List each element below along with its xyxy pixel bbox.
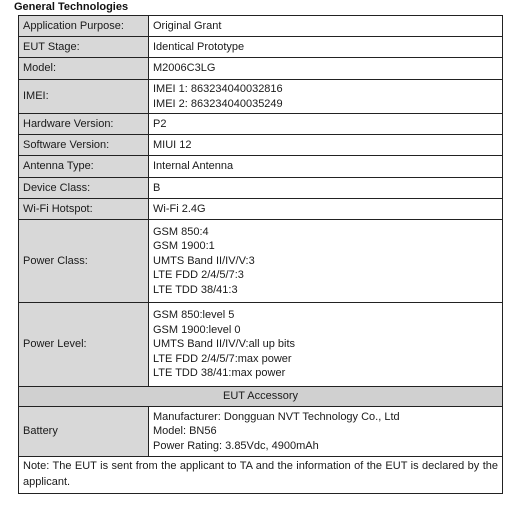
row-label-model: Model:	[19, 58, 149, 80]
row-value-imei: IMEI 1: 863234040032816 IMEI 2: 863234040035249	[149, 80, 503, 114]
table-row	[19, 220, 503, 303]
table-row	[19, 135, 503, 156]
eut-accessory-header: EUT Accessory	[19, 387, 503, 407]
row-label-hardware-version: Hardware Version:	[19, 114, 149, 135]
row-value-antenna-type: Internal Antenna	[149, 156, 503, 178]
table-row	[19, 407, 503, 457]
row-label-antenna-type: Antenna Type:	[19, 156, 149, 178]
row-value-application-purpose: Original Grant	[149, 16, 503, 37]
row-label-device-class: Device Class:	[19, 178, 149, 199]
row-value-model: M2006C3LG	[149, 58, 503, 80]
row-label-power-level: Power Level:	[19, 303, 149, 387]
table-row	[19, 303, 503, 387]
table-row	[19, 114, 503, 135]
row-label-application-purpose: Application Purpose:	[19, 16, 149, 37]
row-value-device-class: B	[149, 178, 503, 199]
row-label-wifi-hotspot: Wi-Fi Hotspot:	[19, 199, 149, 220]
row-label-imei: IMEI:	[19, 80, 149, 114]
row-value-eut-stage: Identical Prototype	[149, 37, 503, 58]
row-value-wifi-hotspot: Wi-Fi 2.4G	[149, 199, 503, 220]
row-label-battery: Battery	[19, 407, 149, 457]
table-row	[19, 156, 503, 178]
table-row	[19, 387, 503, 407]
table-row	[19, 178, 503, 199]
row-value-power-class: GSM 850:4 GSM 1900:1 UMTS Band II/IV/V:3 LTE FDD 2/4/5/7:3 LTE TDD 38/41:3	[149, 220, 503, 303]
row-label-eut-stage: EUT Stage:	[19, 37, 149, 58]
table-row	[19, 37, 503, 58]
row-label-software-version: Software Version:	[19, 135, 149, 156]
general-technologies-table	[18, 15, 503, 494]
table-row	[19, 80, 503, 114]
row-label-power-class: Power Class:	[19, 220, 149, 303]
note-text: Note: The EUT is sent from the applicant to TA and the information of the EUT is declared by the applicant.	[19, 457, 503, 494]
row-value-software-version: MIUI 12	[149, 135, 503, 156]
table-row	[19, 457, 503, 494]
table-row	[19, 16, 503, 37]
row-value-hardware-version: P2	[149, 114, 503, 135]
table-row	[19, 199, 503, 220]
table-row	[19, 58, 503, 80]
row-value-battery: Manufacturer: Dongguan NVT Technology Co., Ltd Model: BN56 Power Rating: 3.85Vdc, 4900mAh	[149, 407, 503, 457]
section-heading: General Technologies	[14, 1, 129, 13]
row-value-power-level: GSM 850:level 5 GSM 1900:level 0 UMTS Band II/IV/V:all up bits LTE FDD 2/4/5/7:max power LTE TDD 38/41:max power	[149, 303, 503, 387]
